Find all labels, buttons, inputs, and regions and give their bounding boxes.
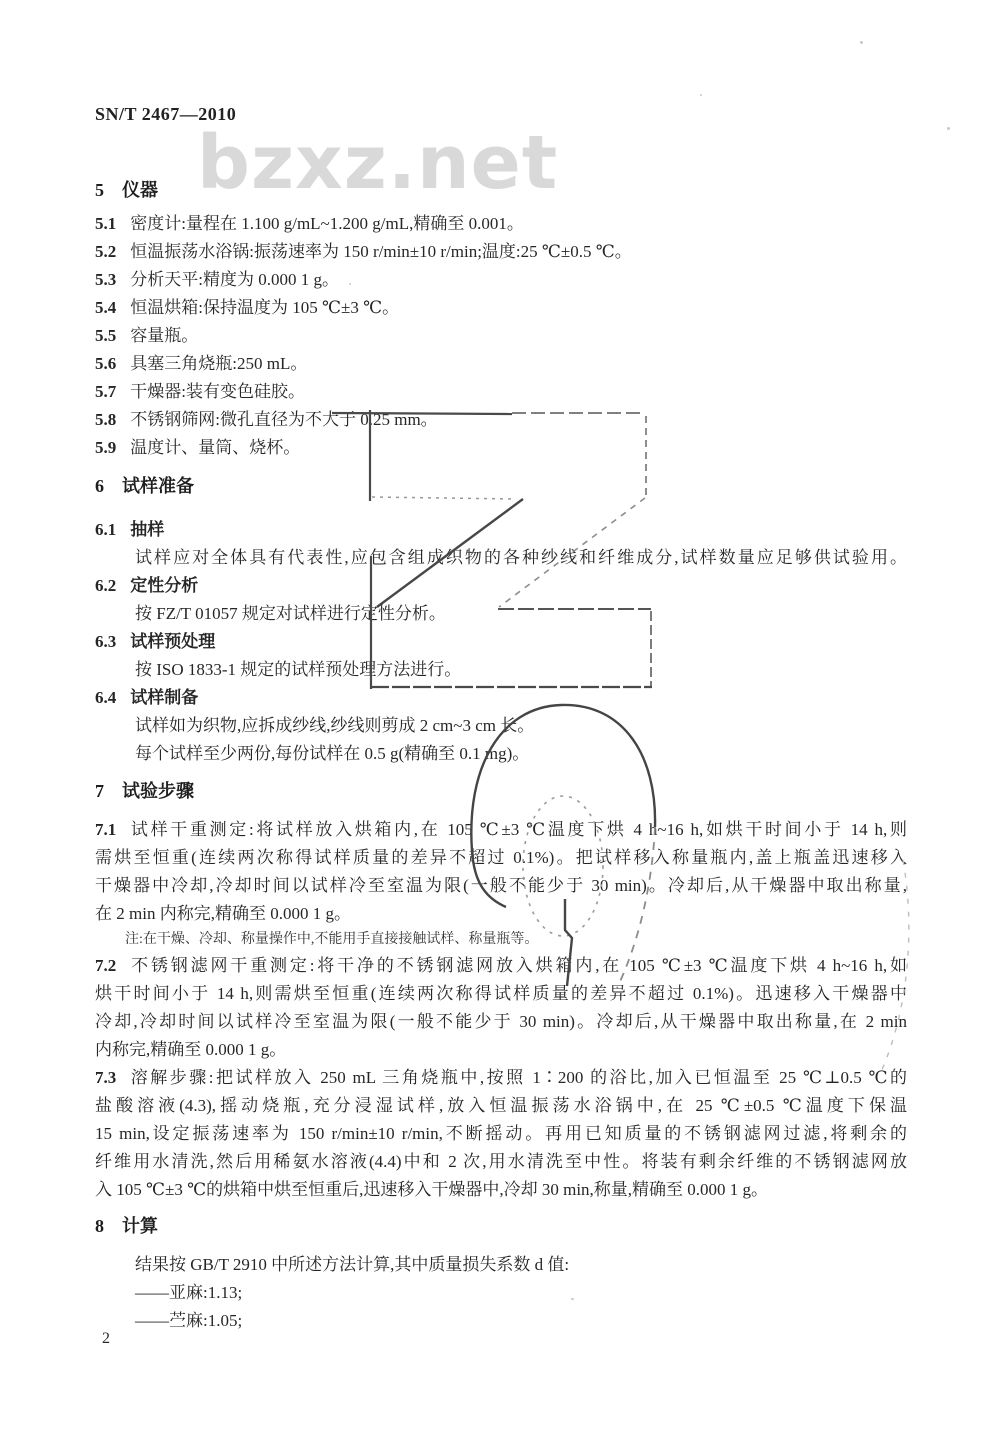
item-number: 5.1 (95, 214, 117, 233)
item-text: 恒温振荡水浴锅:振荡速率为 150 r/min±10 r/min;温度:25 ℃±0.5 ℃。 (130, 242, 632, 261)
subsection-number: 6.1 (95, 520, 117, 539)
item-number: 5.8 (95, 410, 117, 429)
instrument-item (95, 434, 907, 462)
item-text: 不锈钢筛网:微孔直径为不大于 0.25 mm。 (130, 410, 438, 429)
subsection-heading (95, 684, 907, 712)
clause-text: 不锈钢滤网干重测定:将干净的不锈钢滤网放入烘箱内,在 105 ℃±3 ℃温度下烘 4 h~16 h,如 (128, 956, 907, 975)
item-text: 干燥器:装有变色硅胶。 (130, 382, 305, 401)
scan-speck (571, 1298, 574, 1300)
paragraph-line: 结果按 GB/T 2910 中所述方法计算,其中质量损失系数 d 值: (135, 1255, 570, 1274)
item-text: 恒温烘箱:保持温度为 105 ℃±3 ℃。 (130, 298, 400, 317)
item-number: 5.5 (95, 326, 117, 345)
instrument-item (95, 378, 907, 406)
section-number: 8 (95, 1216, 104, 1236)
item-number: 5.4 (95, 298, 117, 317)
item-text: 分析天平:精度为 0.000 1 g。 (130, 270, 339, 289)
subsection-heading (95, 516, 907, 544)
item-text: 容量瓶。 (130, 326, 199, 345)
document-body (95, 168, 907, 1335)
subsection-number: 6.4 (95, 688, 117, 707)
clause-line (95, 816, 907, 844)
section-number: 6 (95, 476, 104, 496)
instrument-item (95, 266, 907, 294)
clause-number: 7.2 (95, 956, 117, 975)
paragraph-line: 试样应对全体具有代表性,应包含组成织物的各种纱线和纤维成分,试样数量应足够供试验用。 (135, 548, 907, 567)
clause-number: 7.1 (95, 820, 117, 839)
clause-text: 试样干重测定:将试样放入烘箱内,在 105 ℃±3 ℃温度下烘 4 h~16 h,如烘干时间小于 14 h,则 (128, 820, 907, 839)
page-number: 2 (102, 1330, 110, 1347)
instrument-item (95, 350, 907, 378)
clause-line: 内称完,精确至 0.000 1 g。 (95, 1040, 287, 1059)
standard-number-header: SN/T 2467—2010 (95, 104, 237, 124)
clause-line (95, 1064, 907, 1092)
section-title: 试验步骤 (122, 781, 194, 801)
clause-line (95, 952, 907, 980)
clause-line: 入 105 ℃±3 ℃的烘箱中烘至恒重后,迅速移入干燥器中,冷却 30 min,称量,精确至 0.000 1 g。 (95, 1180, 769, 1199)
dash-list-item: ——亚麻:1.13; (135, 1283, 243, 1302)
subsection-heading (95, 628, 907, 656)
clause-line: 干燥器中冷却,冷却时间以试样冷至室温为限(一般不能少于 30 min)。冷却后,从干燥器中取出称量, (95, 876, 907, 895)
scan-speck (947, 127, 950, 130)
subsection-title: 试样制备 (130, 688, 199, 707)
subsection-number: 6.2 (95, 576, 117, 595)
item-text: 密度计:量程在 1.100 g/mL~1.200 g/mL,精确至 0.001。 (130, 214, 524, 233)
instrument-item (95, 238, 907, 266)
clause-line: 烘干时间小于 14 h,则需烘至恒重(连续两次称得试样质量的差异不超过 0.1%)。迅速移入干燥器中 (95, 984, 907, 1003)
scan-speck (860, 41, 863, 44)
section-title: 计算 (122, 1216, 158, 1236)
item-number: 5.7 (95, 382, 117, 401)
section-heading (95, 472, 907, 500)
section-number: 5 (95, 180, 104, 200)
subsection-title: 定性分析 (130, 576, 199, 595)
item-text: 具塞三角烧瓶:250 mL。 (130, 354, 308, 373)
clause-line: 纤维用水清洗,然后用稀氨水溶液(4.4)中和 2 次,用水清洗至中性。将装有剩余纤维的不锈钢滤网放 (95, 1152, 907, 1171)
section-title: 试样准备 (122, 476, 194, 496)
paragraph-line: 按 ISO 1833-1 规定的试样预处理方法进行。 (135, 660, 462, 679)
scan-speck (349, 283, 351, 285)
clause-line: 冷却,冷却时间以试样冷至室温为限(一般不能少于 30 min)。冷却后,从干燥器中取出称量,在 2 min (95, 1012, 907, 1031)
section-title: 仪器 (122, 180, 158, 200)
paragraph-line: 按 FZ/T 01057 规定对试样进行定性分析。 (135, 604, 446, 623)
clause-line: 需烘至恒重(连续两次称得试样质量的差异不超过 0.1%)。把试样移入称量瓶内,盖上瓶盖迅速移入 (95, 848, 907, 867)
bzxz-watermark: bzxz.net (197, 120, 559, 206)
item-text: 温度计、量筒、烧杯。 (130, 438, 301, 457)
section-heading (95, 1212, 907, 1240)
subsection-title: 试样预处理 (130, 632, 216, 651)
scan-speck (700, 94, 702, 96)
clause-text: 溶解步骤:把试样放入 250 mL 三角烧瓶中,按照 1∶200 的浴比,加入已恒温至 25 ℃⊥0.5 ℃的 (128, 1068, 907, 1087)
clause-line: 盐酸溶液(4.3),摇动烧瓶,充分浸湿试样,放入恒温振荡水浴锅中,在 25 ℃±0.5 ℃温度下保温 (95, 1096, 907, 1115)
clause-line: 15 min,设定振荡速率为 150 r/min±10 r/min,不断摇动。再用已知质量的不锈钢滤网过滤,将剩余的 (95, 1124, 907, 1143)
section-heading (95, 176, 907, 204)
clause-number: 7.3 (95, 1068, 117, 1087)
instrument-item (95, 210, 907, 238)
subsection-title: 抽样 (130, 520, 165, 539)
instrument-item (95, 322, 907, 350)
paragraph-line: 每个试样至少两份,每份试样在 0.5 g(精确至 0.1 mg)。 (135, 744, 530, 763)
note-line: 注:在干燥、冷却、称量操作中,不能用手直接接触试样、称量瓶等。 (125, 932, 539, 947)
item-number: 5.3 (95, 270, 117, 289)
instrument-item (95, 294, 907, 322)
subsection-heading (95, 572, 907, 600)
item-number: 5.6 (95, 354, 117, 373)
dash-list-item: ——苎麻:1.05; (135, 1311, 243, 1330)
section-heading (95, 777, 907, 805)
clause-line: 在 2 min 内称完,精确至 0.000 1 g。 (95, 904, 351, 923)
item-number: 5.2 (95, 242, 117, 261)
item-number: 5.9 (95, 438, 117, 457)
paragraph-line: 试样如为织物,应拆成纱线,纱线则剪成 2 cm~3 cm 长。 (135, 716, 535, 735)
section-number: 7 (95, 781, 104, 801)
subsection-number: 6.3 (95, 632, 117, 651)
instrument-item (95, 406, 907, 434)
